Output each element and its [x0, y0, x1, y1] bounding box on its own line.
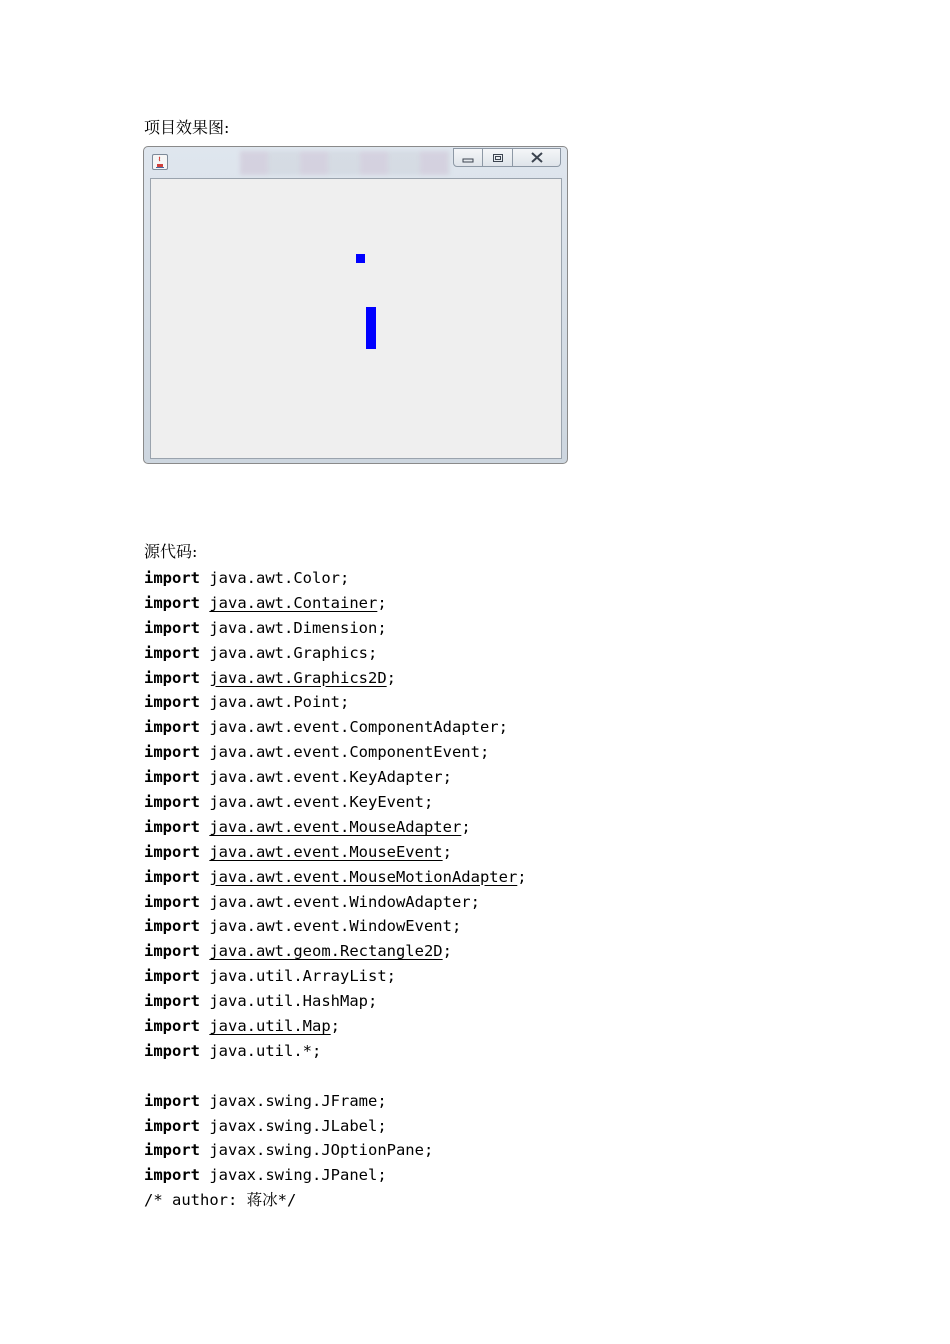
code-import-line: import java.awt.geom.Rectangle2D;	[144, 942, 452, 961]
import-keyword: import	[144, 768, 200, 787]
restore-button[interactable]	[483, 148, 513, 167]
effect-caption: 项目效果图:	[144, 118, 230, 137]
import-package: java.awt.event.ComponentEvent	[209, 743, 480, 762]
import-package: java.util.ArrayList	[209, 967, 387, 986]
game-canvas[interactable]	[150, 178, 562, 459]
code-import-line: import java.awt.Color;	[144, 569, 350, 587]
background-blur	[240, 151, 450, 175]
source-code	[144, 566, 527, 1213]
code-import-line: import java.awt.Point;	[144, 693, 350, 712]
import-keyword: import	[144, 1141, 200, 1160]
import-keyword: import	[144, 942, 200, 961]
import-keyword: import	[144, 693, 200, 712]
code-import-line: import java.awt.event.WindowEvent;	[144, 917, 462, 936]
import-keyword: import	[144, 743, 200, 762]
import-keyword: import	[144, 643, 200, 662]
import-keyword: import	[144, 1017, 200, 1036]
snake-body	[366, 307, 376, 349]
import-package: java.util.*	[209, 1041, 312, 1060]
code-import-line: import java.util.ArrayList;	[144, 967, 396, 986]
code-import-line: import java.awt.event.MouseMotionAdapter;	[144, 867, 527, 886]
import-package: java.awt.event.KeyEvent	[209, 793, 424, 812]
code-import-line: import java.awt.Graphics;	[144, 643, 378, 662]
code-import-line: import javax.swing.JOptionPane;	[144, 1141, 434, 1160]
code-import-line: import java.util.HashMap;	[144, 992, 378, 1011]
import-keyword: import	[144, 917, 200, 936]
code-import-line: import java.awt.event.KeyAdapter;	[144, 768, 452, 787]
import-package: java.awt.event.MouseEvent	[209, 842, 443, 861]
code-import-line: import java.util.*;	[144, 1041, 322, 1060]
code-import-line: import java.awt.event.KeyEvent;	[144, 793, 434, 812]
import-package: java.awt.Dimension	[209, 618, 378, 637]
import-package: java.util.HashMap	[209, 992, 368, 1011]
code-lines	[144, 566, 527, 1188]
import-keyword: import	[144, 793, 200, 812]
java-cup-icon[interactable]	[152, 154, 168, 170]
code-import-line: import javax.swing.JPanel;	[144, 1166, 387, 1185]
game-window	[143, 146, 568, 464]
minimize-icon	[462, 153, 474, 163]
import-keyword: import	[144, 668, 200, 687]
import-package: java.awt.event.WindowAdapter	[209, 892, 471, 911]
window-controls	[453, 148, 561, 167]
import-package: java.awt.Container	[209, 593, 378, 612]
code-import-line: import java.awt.Dimension;	[144, 618, 387, 637]
import-keyword: import	[144, 569, 200, 587]
import-package: javax.swing.JOptionPane	[209, 1141, 424, 1160]
source-caption: 源代码:	[144, 542, 198, 561]
import-package: javax.swing.JPanel	[209, 1166, 378, 1185]
code-import-line: import java.awt.event.WindowAdapter;	[144, 892, 480, 911]
import-package: java.awt.event.MouseAdapter	[209, 817, 462, 836]
import-keyword: import	[144, 867, 200, 886]
minimize-button[interactable]	[453, 148, 483, 167]
code-import-line: import java.awt.event.ComponentAdapter;	[144, 718, 508, 737]
code-blank-line	[144, 1064, 527, 1089]
import-keyword: import	[144, 842, 200, 861]
import-keyword: import	[144, 992, 200, 1011]
import-package: java.util.Map	[209, 1017, 331, 1036]
import-keyword: import	[144, 618, 200, 637]
code-import-line: import java.awt.event.MouseAdapter;	[144, 817, 471, 836]
import-keyword: import	[144, 593, 200, 612]
import-keyword: import	[144, 1091, 200, 1110]
import-package: java.awt.Point	[209, 693, 340, 712]
code-import-line: import javax.swing.JFrame;	[144, 1091, 387, 1110]
code-import-line: import javax.swing.JLabel;	[144, 1116, 387, 1135]
import-package: javax.swing.JFrame	[209, 1091, 378, 1110]
import-package: java.awt.geom.Rectangle2D	[209, 942, 443, 961]
code-import-line: import java.awt.Graphics2D;	[144, 668, 396, 687]
code-import-line: import java.util.Map;	[144, 1017, 341, 1036]
import-keyword: import	[144, 817, 200, 836]
code-import-line: import java.awt.Container;	[144, 593, 387, 612]
close-button[interactable]	[513, 148, 561, 167]
import-keyword: import	[144, 892, 200, 911]
author-comment: /* author: 蒋冰*/	[144, 1191, 297, 1210]
import-package: java.awt.Graphics	[209, 643, 368, 662]
import-package: java.awt.Color	[209, 569, 340, 587]
code-import-line: import java.awt.event.ComponentEvent;	[144, 743, 490, 762]
import-package: java.awt.Graphics2D	[209, 668, 387, 687]
import-keyword: import	[144, 1116, 200, 1135]
food-block	[356, 254, 365, 263]
import-package: java.awt.event.WindowEvent	[209, 917, 452, 936]
import-package: java.awt.event.ComponentAdapter	[209, 718, 499, 737]
import-keyword: import	[144, 1166, 200, 1185]
code-import-line: import java.awt.event.MouseEvent;	[144, 842, 452, 861]
import-keyword: import	[144, 718, 200, 737]
import-package: java.awt.event.MouseMotionAdapter	[209, 867, 518, 886]
restore-icon	[492, 153, 504, 163]
import-package: javax.swing.JLabel	[209, 1116, 378, 1135]
import-keyword: import	[144, 967, 200, 986]
import-package: java.awt.event.KeyAdapter	[209, 768, 443, 787]
import-keyword: import	[144, 1041, 200, 1060]
close-icon	[530, 152, 544, 163]
